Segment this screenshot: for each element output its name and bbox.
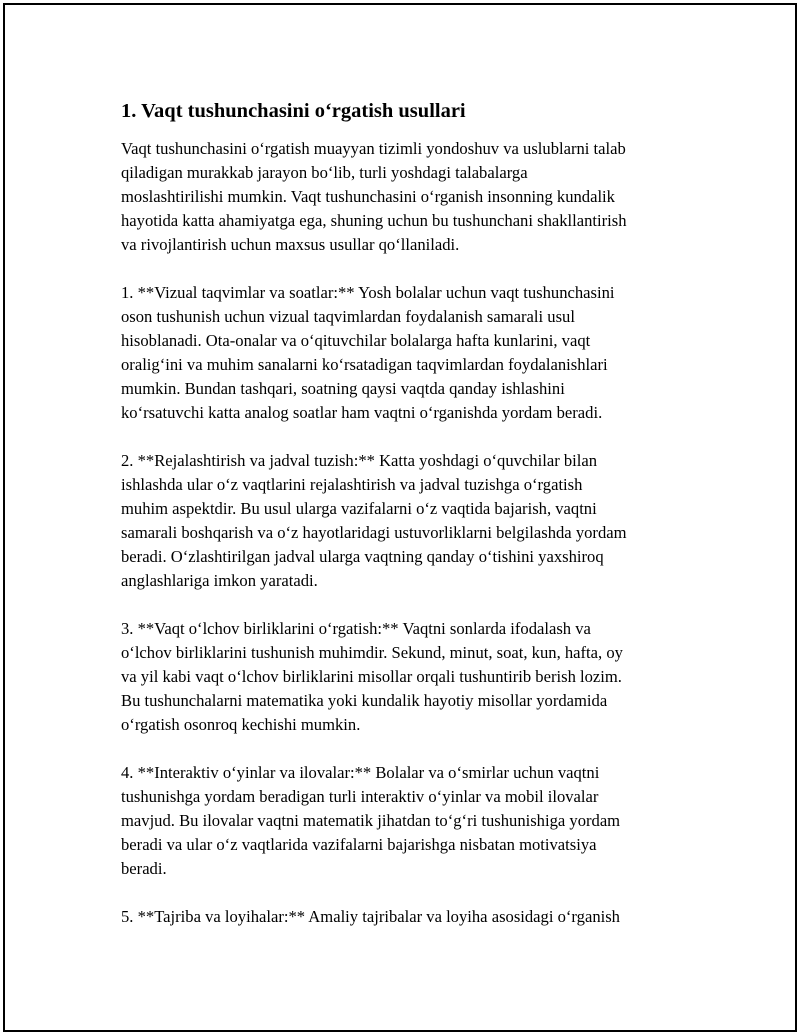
document-body — [121, 98, 691, 953]
paragraph-planning-schedule: 2. **Rejalashtirish va jadval tuzish:** Katta yoshdagi o‘quvchilar bilan ishlashda ular o‘z vaqtlarini rejalashtirish va jadval tuzishga o‘rgatish muhim aspektdir. Bu usul ularga vazifalarni o‘z vaqtida bajarish, vaqtni samarali boshqarish va o‘z hayotlaridagi ustuvorliklarni belgilashda yordam beradi. O‘zlashtirilgan jadval ularga vaqtning qanday o‘tishini yaxshiroq anglashlariga imkon yaratadi. — [121, 451, 627, 590]
paragraph-interactive-games: 4. **Interaktiv o‘yinlar va ilovalar:** Bolalar va o‘smirlar uchun vaqtni tushunishga yordam beradigan turli interaktiv o‘yinlar va mobil ilovalar mavjud. Bu ilovalar vaqtni matematik jihatdan to‘g‘ri tushunishiga yordam beradi va ular o‘z vaqtlarida vazifalarni bajarishga nisbatan motivatsiya beradi. — [121, 763, 621, 878]
page-frame — [3, 3, 797, 1032]
paragraph-visual-calendars: 1. **Vizual taqvimlar va soatlar:** Yosh bolalar uchun vaqt tushunchasini oson tushunish uchun vizual taqvimlardan foydalanish samarali usul hisoblanadi. Ota-onalar va o‘qituvchilar bolalarga hafta kunlarini, vaqt oralig‘ini va muhim sanalarni ko‘rsatadigan taqvimlardan foydalanishlari mumkin. Bundan tashqari, soatning qaysi vaqtda qanday ishlashini ko‘rsatuvchi katta analog soatlar ham vaqtni o‘rganishda yordam beradi. — [121, 283, 615, 422]
paragraph-time-units: 3. **Vaqt o‘lchov birliklarini o‘rgatish:** Vaqtni sonlarda ifodalash va o‘lchov birliklarini tushunish muhimdir. Sekund, minut, soat, kun, hafta, oy va yil kabi vaqt o‘lchov birliklarini misollar orqali tushuntirib berish lozim. Bu tushunchalarni matematika yoki kundalik hayotiy misollar yordamida o‘rgatish osonroq kechishi mumkin. — [121, 619, 623, 734]
intro-paragraph: Vaqt tushunchasini o‘rgatish muayyan tizimli yondoshuv va uslublarni talab qiladigan murakkab jarayon bo‘lib, turli yoshdagi talabalarga moslashtirilishi mumkin. Vaqt tushunchasini o‘rganish insonning kundalik hayotida katta ahamiyatga ega, shuning uchun bu tushunchani shakllantirish va rivojlantirish uchun maxsus usullar qo‘llaniladi. — [121, 139, 627, 254]
paragraph-experiments-projects: 5. **Tajriba va loyihalar:** Amaliy tajribalar va loyiha asosidagi o‘rganish — [121, 907, 620, 926]
section-title: 1. Vaqt tushunchasini o‘rgatish usullari — [121, 100, 466, 122]
